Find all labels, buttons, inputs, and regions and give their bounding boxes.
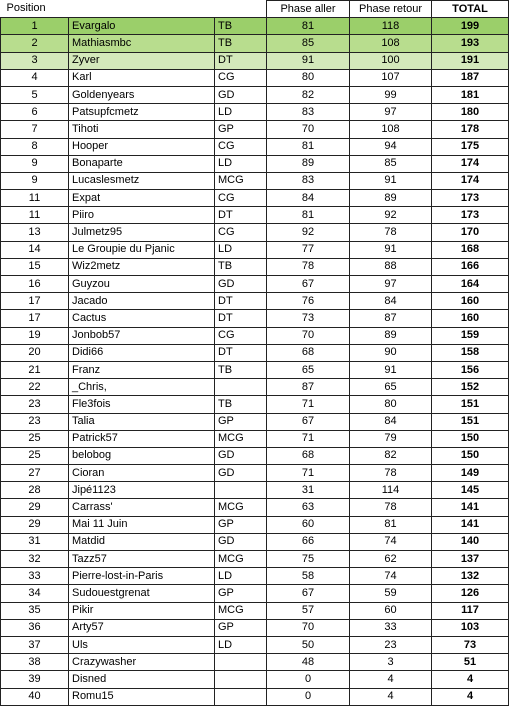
phase-aller-cell: 92 <box>267 224 350 241</box>
position-cell: 13 <box>1 224 69 241</box>
total-cell: 126 <box>432 585 509 602</box>
club-cell: MCG <box>215 172 267 189</box>
position-cell: 36 <box>1 619 69 636</box>
position-cell: 14 <box>1 241 69 258</box>
ranking-body <box>1 18 509 706</box>
phase-retour-cell: 23 <box>350 636 432 653</box>
total-cell: 4 <box>432 671 509 688</box>
name-header <box>69 1 215 18</box>
total-cell: 187 <box>432 69 509 86</box>
phase-retour-cell: 60 <box>350 602 432 619</box>
position-cell: 22 <box>1 379 69 396</box>
player-name-cell: Jacado <box>69 293 215 310</box>
total-cell: 145 <box>432 482 509 499</box>
position-cell: 11 <box>1 190 69 207</box>
phase-aller-header: Phase aller <box>267 1 350 18</box>
club-cell: GD <box>215 276 267 293</box>
player-name-cell: Evargalo <box>69 18 215 35</box>
table-row <box>1 190 509 207</box>
total-cell: 141 <box>432 516 509 533</box>
phase-aller-cell: 81 <box>267 207 350 224</box>
phase-retour-cell: 89 <box>350 327 432 344</box>
table-row <box>1 636 509 653</box>
phase-retour-cell: 62 <box>350 551 432 568</box>
table-row <box>1 172 509 189</box>
club-cell: GP <box>215 585 267 602</box>
club-cell <box>215 379 267 396</box>
club-cell: MCG <box>215 551 267 568</box>
club-cell: GP <box>215 413 267 430</box>
total-cell: 141 <box>432 499 509 516</box>
position-cell: 29 <box>1 516 69 533</box>
phase-retour-cell: 108 <box>350 121 432 138</box>
position-cell: 23 <box>1 396 69 413</box>
phase-aller-cell: 73 <box>267 310 350 327</box>
phase-retour-cell: 85 <box>350 155 432 172</box>
player-name-cell: Julmetz95 <box>69 224 215 241</box>
player-name-cell: Pierre-lost-in-Paris <box>69 568 215 585</box>
phase-aller-cell: 83 <box>267 104 350 121</box>
club-cell: LD <box>215 568 267 585</box>
total-cell: 137 <box>432 551 509 568</box>
player-name-cell: Mai 11 Juin <box>69 516 215 533</box>
total-cell: 170 <box>432 224 509 241</box>
phase-aller-cell: 70 <box>267 619 350 636</box>
total-cell: 166 <box>432 258 509 275</box>
table-row <box>1 671 509 688</box>
table-row <box>1 413 509 430</box>
phase-retour-cell: 107 <box>350 69 432 86</box>
total-cell: 151 <box>432 396 509 413</box>
table-row <box>1 35 509 52</box>
position-cell: 17 <box>1 310 69 327</box>
club-cell: DT <box>215 310 267 327</box>
table-row <box>1 654 509 671</box>
phase-aller-cell: 67 <box>267 413 350 430</box>
position-cell: 33 <box>1 568 69 585</box>
phase-aller-cell: 89 <box>267 155 350 172</box>
phase-retour-cell: 91 <box>350 241 432 258</box>
table-row <box>1 551 509 568</box>
phase-aller-cell: 91 <box>267 52 350 69</box>
table-row <box>1 482 509 499</box>
player-name-cell: Fle3fois <box>69 396 215 413</box>
phase-retour-header: Phase retour <box>350 1 432 18</box>
phase-aller-cell: 70 <box>267 327 350 344</box>
club-cell: CG <box>215 190 267 207</box>
club-cell: CG <box>215 224 267 241</box>
player-name-cell: Hooper <box>69 138 215 155</box>
club-cell <box>215 671 267 688</box>
phase-retour-cell: 4 <box>350 671 432 688</box>
club-cell: GD <box>215 533 267 550</box>
position-cell: 15 <box>1 258 69 275</box>
phase-retour-cell: 84 <box>350 293 432 310</box>
player-name-cell: Carrass' <box>69 499 215 516</box>
club-cell <box>215 482 267 499</box>
phase-retour-cell: 91 <box>350 361 432 378</box>
total-cell: 159 <box>432 327 509 344</box>
player-name-cell: Sudouestgrenat <box>69 585 215 602</box>
phase-retour-cell: 79 <box>350 430 432 447</box>
total-cell: 156 <box>432 361 509 378</box>
club-cell: GD <box>215 447 267 464</box>
phase-aller-cell: 77 <box>267 241 350 258</box>
position-cell: 25 <box>1 447 69 464</box>
player-name-cell: Cactus <box>69 310 215 327</box>
total-cell: 151 <box>432 413 509 430</box>
player-name-cell: Romu15 <box>69 688 215 705</box>
phase-aller-cell: 57 <box>267 602 350 619</box>
club-cell: MCG <box>215 602 267 619</box>
position-cell: 17 <box>1 293 69 310</box>
player-name-cell: Zyver <box>69 52 215 69</box>
table-row <box>1 568 509 585</box>
table-row <box>1 155 509 172</box>
table-row <box>1 293 509 310</box>
table-row <box>1 465 509 482</box>
player-name-cell: Bonaparte <box>69 155 215 172</box>
table-row <box>1 327 509 344</box>
player-name-cell: Piiro <box>69 207 215 224</box>
club-cell: CG <box>215 138 267 155</box>
phase-retour-cell: 90 <box>350 344 432 361</box>
position-cell: 37 <box>1 636 69 653</box>
player-name-cell: Goldenyears <box>69 86 215 103</box>
table-row <box>1 138 509 155</box>
total-cell: 149 <box>432 465 509 482</box>
position-cell: 7 <box>1 121 69 138</box>
phase-retour-cell: 78 <box>350 499 432 516</box>
club-cell: TB <box>215 396 267 413</box>
phase-retour-cell: 94 <box>350 138 432 155</box>
player-name-cell: Arty57 <box>69 619 215 636</box>
total-cell: 191 <box>432 52 509 69</box>
phase-aller-cell: 31 <box>267 482 350 499</box>
club-cell: TB <box>215 258 267 275</box>
position-cell: 16 <box>1 276 69 293</box>
table-row <box>1 258 509 275</box>
table-row <box>1 396 509 413</box>
table-row <box>1 344 509 361</box>
player-name-cell: Didi66 <box>69 344 215 361</box>
player-name-cell: Uls <box>69 636 215 653</box>
total-cell: 132 <box>432 568 509 585</box>
table-row <box>1 430 509 447</box>
total-cell: 158 <box>432 344 509 361</box>
player-name-cell: Cioran <box>69 465 215 482</box>
club-cell: CG <box>215 327 267 344</box>
table-row <box>1 585 509 602</box>
club-cell: MCG <box>215 430 267 447</box>
phase-retour-cell: 92 <box>350 207 432 224</box>
position-cell: 8 <box>1 138 69 155</box>
table-row <box>1 224 509 241</box>
player-name-cell: Le Groupie du Pjanic <box>69 241 215 258</box>
table-row <box>1 361 509 378</box>
position-cell: 25 <box>1 430 69 447</box>
phase-aller-cell: 70 <box>267 121 350 138</box>
position-cell: 20 <box>1 344 69 361</box>
club-cell: DT <box>215 344 267 361</box>
phase-aller-cell: 84 <box>267 190 350 207</box>
position-cell: 3 <box>1 52 69 69</box>
club-cell: GD <box>215 86 267 103</box>
position-cell: 40 <box>1 688 69 705</box>
table-row <box>1 241 509 258</box>
total-cell: 180 <box>432 104 509 121</box>
position-cell: 21 <box>1 361 69 378</box>
position-cell: 23 <box>1 413 69 430</box>
phase-aller-cell: 63 <box>267 499 350 516</box>
club-cell: GP <box>215 121 267 138</box>
phase-retour-cell: 74 <box>350 533 432 550</box>
total-cell: 174 <box>432 172 509 189</box>
club-cell: LD <box>215 104 267 121</box>
club-cell: GD <box>215 465 267 482</box>
phase-aller-cell: 71 <box>267 430 350 447</box>
club-cell: LD <box>215 636 267 653</box>
position-cell: 38 <box>1 654 69 671</box>
position-cell: 34 <box>1 585 69 602</box>
player-name-cell: Jonbob57 <box>69 327 215 344</box>
phase-aller-cell: 71 <box>267 465 350 482</box>
phase-aller-cell: 58 <box>267 568 350 585</box>
club-header <box>215 1 267 18</box>
player-name-cell: _Chris, <box>69 379 215 396</box>
table-row <box>1 516 509 533</box>
club-cell: TB <box>215 18 267 35</box>
phase-retour-cell: 78 <box>350 465 432 482</box>
position-cell: 5 <box>1 86 69 103</box>
phase-aller-cell: 71 <box>267 396 350 413</box>
player-name-cell: Pikir <box>69 602 215 619</box>
total-cell: 150 <box>432 447 509 464</box>
position-cell: 9 <box>1 172 69 189</box>
total-cell: 150 <box>432 430 509 447</box>
club-cell: GP <box>215 619 267 636</box>
player-name-cell: Patrick57 <box>69 430 215 447</box>
phase-retour-cell: 100 <box>350 52 432 69</box>
position-cell: 27 <box>1 465 69 482</box>
position-cell: 31 <box>1 533 69 550</box>
total-header: TOTAL <box>432 1 509 18</box>
total-cell: 173 <box>432 207 509 224</box>
position-cell: 28 <box>1 482 69 499</box>
table-row <box>1 69 509 86</box>
total-cell: 117 <box>432 602 509 619</box>
phase-aller-cell: 83 <box>267 172 350 189</box>
total-cell: 73 <box>432 636 509 653</box>
table-row <box>1 619 509 636</box>
phase-retour-cell: 99 <box>350 86 432 103</box>
phase-aller-cell: 75 <box>267 551 350 568</box>
phase-aller-cell: 67 <box>267 276 350 293</box>
table-row <box>1 121 509 138</box>
phase-retour-cell: 108 <box>350 35 432 52</box>
club-cell <box>215 654 267 671</box>
phase-aller-cell: 0 <box>267 688 350 705</box>
total-cell: 164 <box>432 276 509 293</box>
phase-aller-cell: 66 <box>267 533 350 550</box>
club-cell: DT <box>215 293 267 310</box>
position-cell: 11 <box>1 207 69 224</box>
phase-retour-cell: 59 <box>350 585 432 602</box>
phase-retour-cell: 3 <box>350 654 432 671</box>
position-cell: 4 <box>1 69 69 86</box>
player-name-cell: Wiz2metz <box>69 258 215 275</box>
player-name-cell: Franz <box>69 361 215 378</box>
player-name-cell: Talia <box>69 413 215 430</box>
player-name-cell: Guyzou <box>69 276 215 293</box>
phase-aller-cell: 80 <box>267 69 350 86</box>
player-name-cell: belobog <box>69 447 215 464</box>
total-cell: 140 <box>432 533 509 550</box>
table-row <box>1 276 509 293</box>
total-cell: 51 <box>432 654 509 671</box>
total-cell: 168 <box>432 241 509 258</box>
player-name-cell: Expat <box>69 190 215 207</box>
phase-aller-cell: 48 <box>267 654 350 671</box>
phase-retour-cell: 97 <box>350 276 432 293</box>
player-name-cell: Matdid <box>69 533 215 550</box>
phase-retour-cell: 114 <box>350 482 432 499</box>
total-cell: 174 <box>432 155 509 172</box>
position-cell: 1 <box>1 18 69 35</box>
table-row <box>1 86 509 103</box>
player-name-cell: Disned <box>69 671 215 688</box>
club-cell: MCG <box>215 499 267 516</box>
position-cell: 29 <box>1 499 69 516</box>
phase-retour-cell: 78 <box>350 224 432 241</box>
phase-aller-cell: 87 <box>267 379 350 396</box>
phase-retour-cell: 91 <box>350 172 432 189</box>
header-row <box>1 1 509 18</box>
total-cell: 103 <box>432 619 509 636</box>
total-cell: 199 <box>432 18 509 35</box>
table-row <box>1 533 509 550</box>
table-row <box>1 602 509 619</box>
phase-retour-cell: 81 <box>350 516 432 533</box>
table-row <box>1 18 509 35</box>
phase-aller-cell: 76 <box>267 293 350 310</box>
phase-aller-cell: 78 <box>267 258 350 275</box>
phase-retour-cell: 97 <box>350 104 432 121</box>
position-cell: 2 <box>1 35 69 52</box>
total-cell: 173 <box>432 190 509 207</box>
table-row <box>1 499 509 516</box>
table-row <box>1 688 509 705</box>
phase-aller-cell: 81 <box>267 138 350 155</box>
total-cell: 160 <box>432 293 509 310</box>
phase-aller-cell: 60 <box>267 516 350 533</box>
phase-aller-cell: 65 <box>267 361 350 378</box>
phase-retour-cell: 82 <box>350 447 432 464</box>
club-cell <box>215 688 267 705</box>
phase-retour-cell: 88 <box>350 258 432 275</box>
player-name-cell: Tihoti <box>69 121 215 138</box>
position-header: Position <box>1 1 69 18</box>
table-row <box>1 310 509 327</box>
total-cell: 4 <box>432 688 509 705</box>
phase-retour-cell: 118 <box>350 18 432 35</box>
club-cell: LD <box>215 155 267 172</box>
player-name-cell: Mathiasmbc <box>69 35 215 52</box>
club-cell: LD <box>215 241 267 258</box>
position-cell: 19 <box>1 327 69 344</box>
phase-aller-cell: 0 <box>267 671 350 688</box>
total-cell: 160 <box>432 310 509 327</box>
phase-aller-cell: 81 <box>267 18 350 35</box>
phase-aller-cell: 67 <box>267 585 350 602</box>
phase-retour-cell: 87 <box>350 310 432 327</box>
player-name-cell: Crazywasher <box>69 654 215 671</box>
phase-aller-cell: 82 <box>267 86 350 103</box>
position-cell: 35 <box>1 602 69 619</box>
phase-retour-cell: 80 <box>350 396 432 413</box>
total-cell: 181 <box>432 86 509 103</box>
player-name-cell: Patsupfcmetz <box>69 104 215 121</box>
total-cell: 175 <box>432 138 509 155</box>
player-name-cell: Tazz57 <box>69 551 215 568</box>
club-cell: TB <box>215 35 267 52</box>
table-row <box>1 207 509 224</box>
total-cell: 178 <box>432 121 509 138</box>
table-row <box>1 104 509 121</box>
player-name-cell: Jipé1123 <box>69 482 215 499</box>
phase-aller-cell: 68 <box>267 447 350 464</box>
table-row <box>1 447 509 464</box>
position-cell: 9 <box>1 155 69 172</box>
phase-retour-cell: 89 <box>350 190 432 207</box>
phase-retour-cell: 74 <box>350 568 432 585</box>
phase-aller-cell: 85 <box>267 35 350 52</box>
position-cell: 39 <box>1 671 69 688</box>
position-cell: 32 <box>1 551 69 568</box>
phase-aller-cell: 68 <box>267 344 350 361</box>
club-cell: DT <box>215 207 267 224</box>
total-cell: 193 <box>432 35 509 52</box>
club-cell: TB <box>215 361 267 378</box>
phase-retour-cell: 33 <box>350 619 432 636</box>
club-cell: DT <box>215 52 267 69</box>
player-name-cell: Lucaslesmetz <box>69 172 215 189</box>
phase-aller-cell: 50 <box>267 636 350 653</box>
player-name-cell: Karl <box>69 69 215 86</box>
phase-retour-cell: 4 <box>350 688 432 705</box>
total-cell: 152 <box>432 379 509 396</box>
phase-retour-cell: 65 <box>350 379 432 396</box>
phase-retour-cell: 84 <box>350 413 432 430</box>
club-cell: GP <box>215 516 267 533</box>
table-row <box>1 52 509 69</box>
table-row <box>1 379 509 396</box>
club-cell: CG <box>215 69 267 86</box>
position-cell: 6 <box>1 104 69 121</box>
